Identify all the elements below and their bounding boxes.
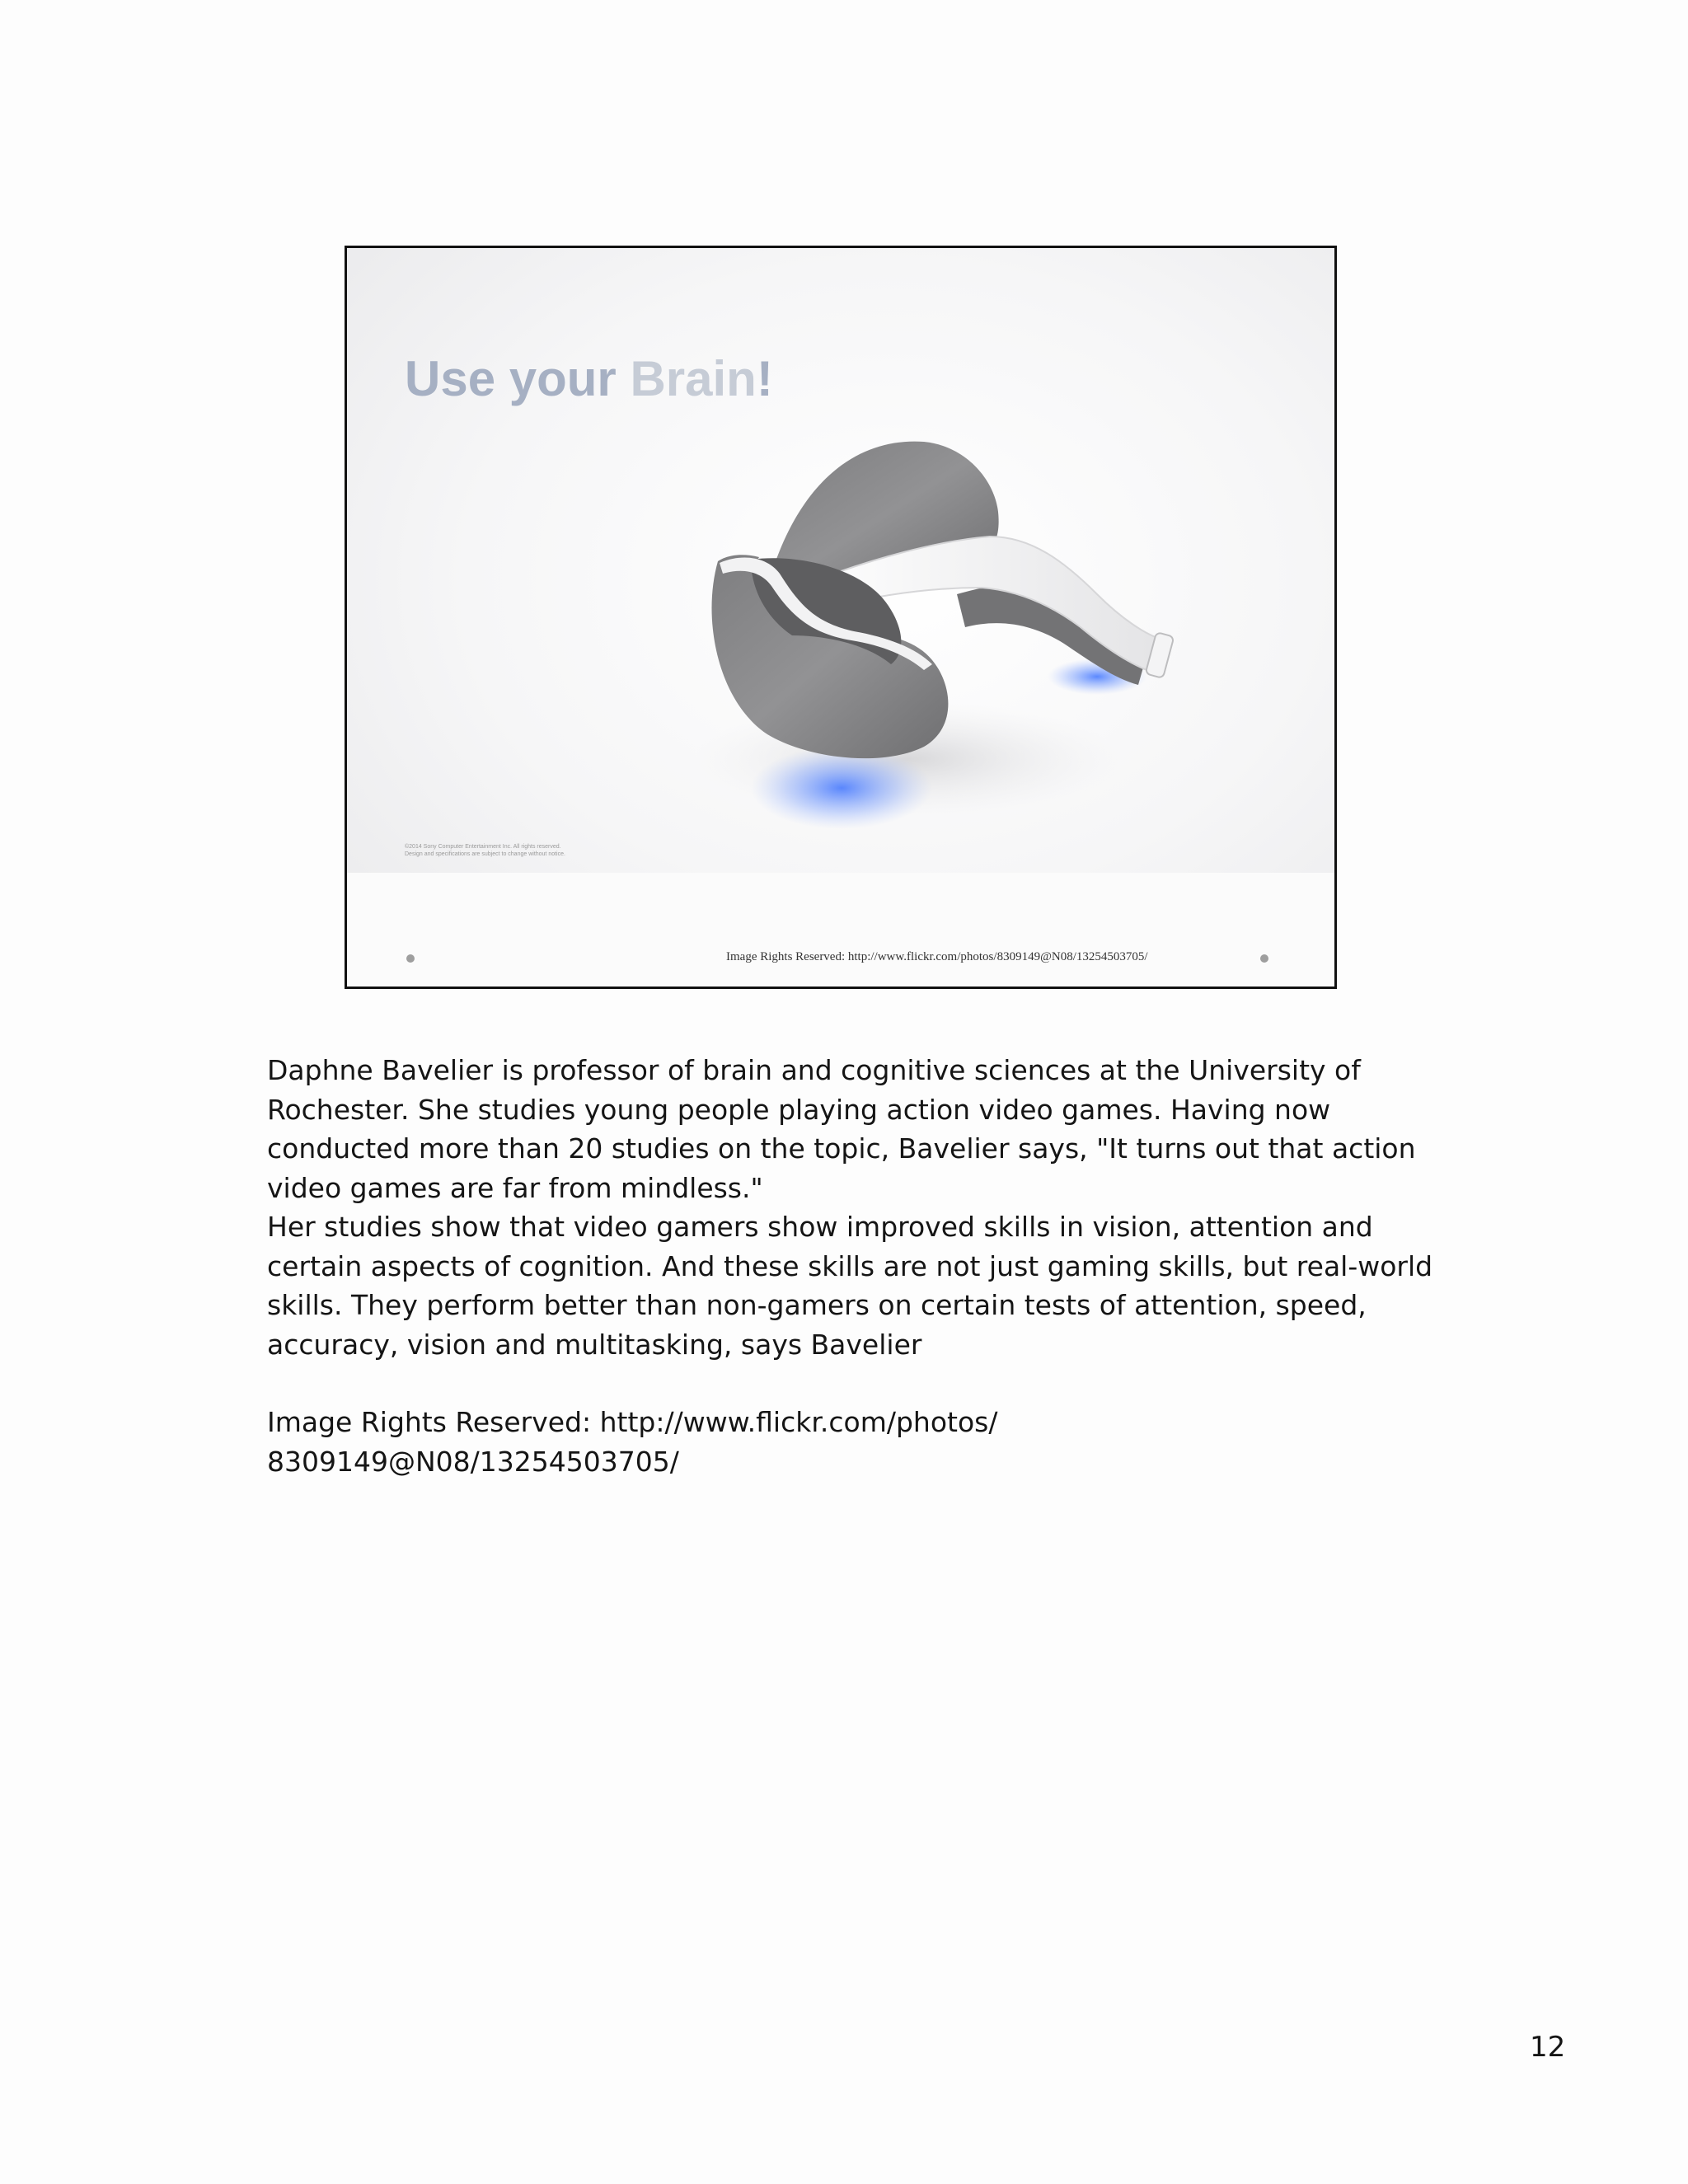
notes-paragraph-1: Daphne Bavelier is professor of brain and cognitive sciences at the University of Rochester. She studies young people playing action video games. Having now conducted more than 20 studies on the topic, Bavelier says, "It turns out that action video games are far from mindless." [267, 1054, 1416, 1204]
notes-credit-line-2: 8309149@N08/13254503705/ [267, 1445, 679, 1478]
slide-title-part2: Brain [630, 351, 757, 406]
notes-credit-line-1: Image Rights Reserved: http://www.flickr.com/photos/ [267, 1406, 998, 1438]
slide-title-part3: ! [756, 351, 773, 406]
page-number: 12 [1530, 2031, 1566, 2064]
vr-headset-illustration [668, 372, 1212, 874]
headset-glow-bottom [751, 747, 932, 829]
slide-image-credit: Image Rights Reserved: http://www.flickr.com/photos/8309149@N08/13254503705/ [726, 950, 1148, 963]
slide-dot-left [406, 954, 415, 963]
slide-thumbnail [345, 246, 1337, 989]
speaker-notes [267, 1051, 1470, 1481]
fine-print-line1: ©2014 Sony Computer Entertainment Inc. All rights reserved. [405, 844, 561, 850]
notes-paragraph-2: Her studies show that video gamers show improved skills in vision, attention and certain aspects of cognition. And these skills are not just gaming skills, but real-world skills. They perform better than non-gamers on certain tests of attention, speed, accuracy, vision and multitasking, says Bavelier [267, 1211, 1433, 1361]
slide-title-part1: Use your [405, 351, 631, 406]
notes-spacer [267, 1364, 1470, 1403]
slide-fine-print [405, 843, 652, 858]
fine-print-line2: Design and specifications are subject to change without notice. [405, 851, 565, 857]
slide-bottom-band [347, 873, 1334, 989]
slide-dot-right [1260, 954, 1268, 963]
